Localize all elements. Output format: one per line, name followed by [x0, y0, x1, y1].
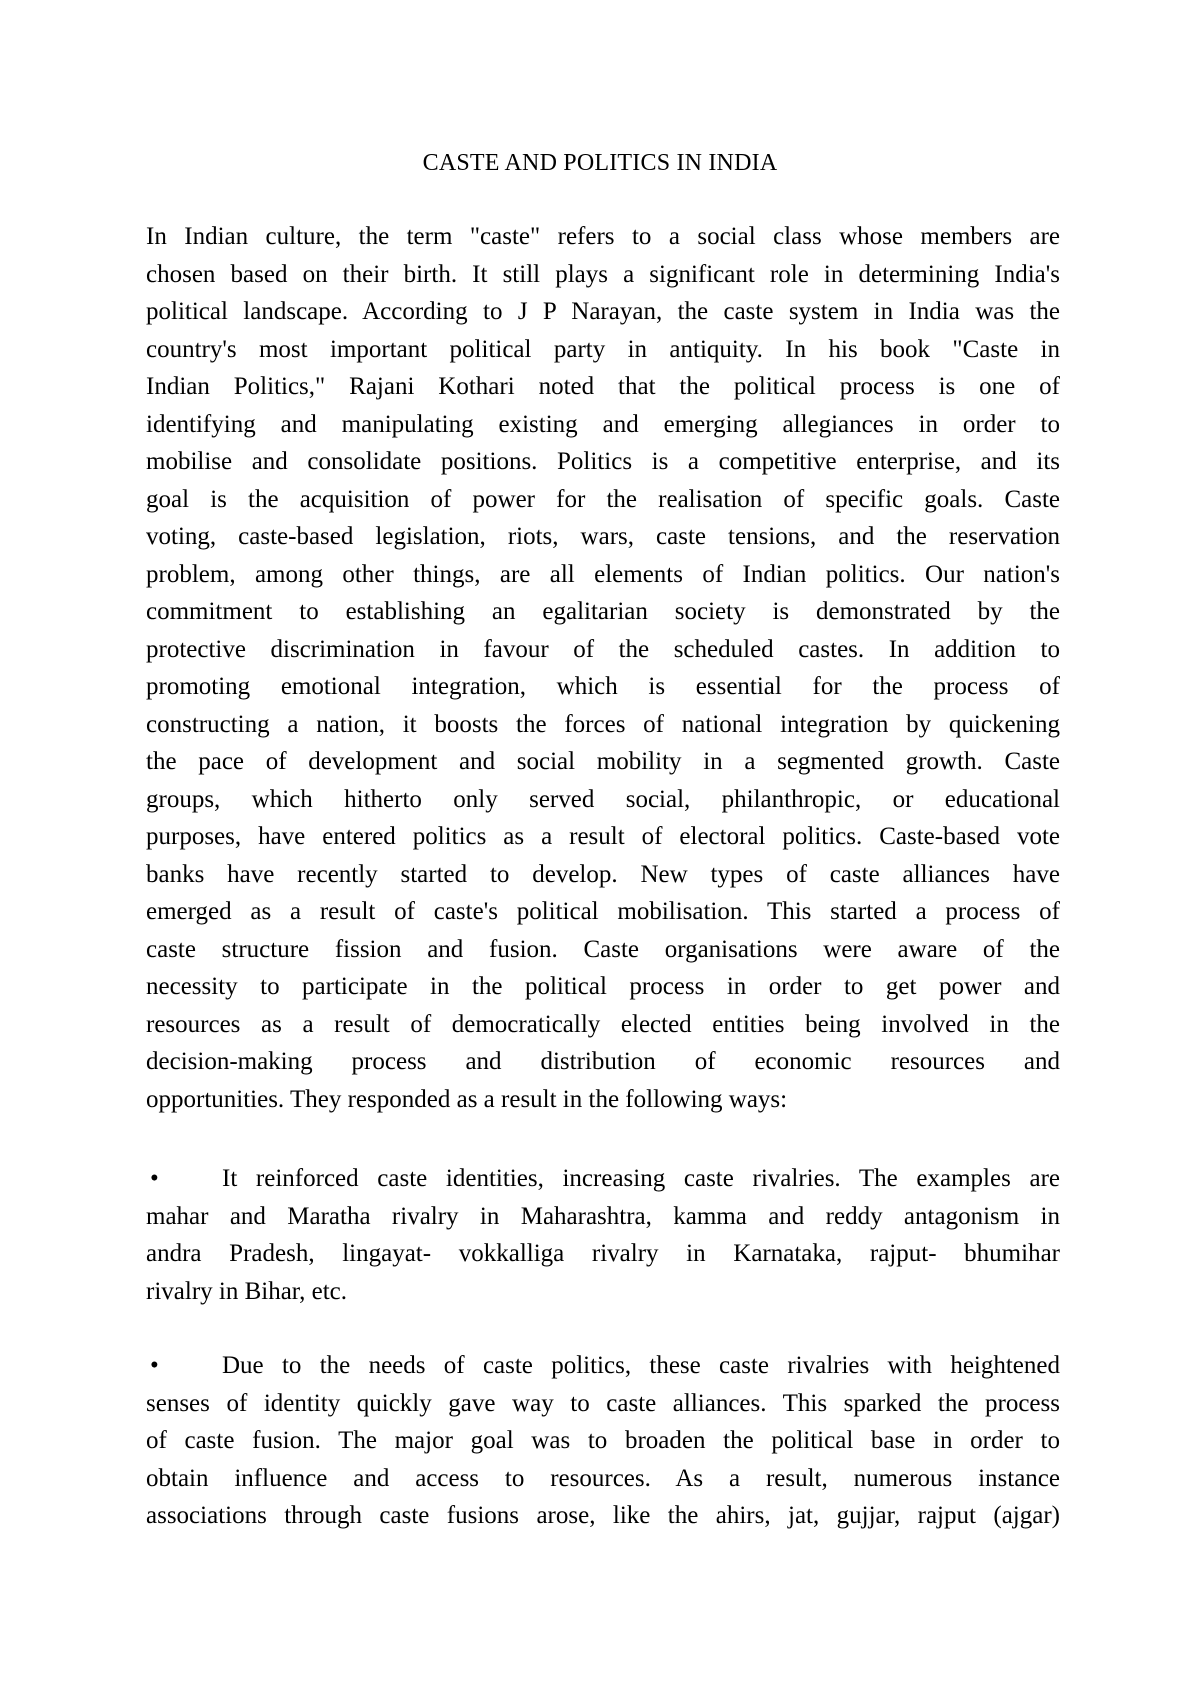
- paragraph-line: mobilise and consolidate positions. Politics is a competitive enterprise, and its: [146, 448, 1060, 475]
- bullet-item-1: [146, 1160, 1060, 1310]
- paragraph-line: caste structure fission and fusion. Caste organisations were aware of the: [146, 935, 1060, 963]
- bullet-first-text: It reinforced caste identities, increasing caste rivalries. The examples are: [222, 1165, 1060, 1192]
- bullet-continuation: [146, 1385, 1060, 1535]
- paragraph-line: country's most important political party in antiquity. In his book "Caste in: [146, 335, 1060, 363]
- bullet-line: of caste fusion. The major goal was to broaden the political base in order to: [146, 1427, 1060, 1454]
- bullet-first-text: Due to the needs of caste politics, these caste rivalries with heightened: [222, 1352, 1060, 1379]
- paragraph-line: chosen based on their birth. It still plays a significant role in determining India's: [146, 260, 1060, 288]
- bullet-line: andra Pradesh, lingayat- vokkalliga rivalry in Karnataka, rajput- bhumihar: [146, 1240, 1060, 1267]
- paragraph-line: emerged as a result of caste's political mobilisation. This started a process of: [146, 898, 1060, 925]
- bullet-marker: •: [150, 1165, 159, 1192]
- paragraph-line: problem, among other things, are all elements of Indian politics. Our nation's: [146, 560, 1060, 588]
- paragraph-line: purposes, have entered politics as a result of electoral politics. Caste-based vote: [146, 823, 1060, 850]
- paragraph-line: groups, which hitherto only served social, philanthropic, or educational: [146, 785, 1060, 813]
- paragraph-line: political landscape. According to J P Narayan, the caste system in India was the: [146, 298, 1060, 325]
- bullet-first-line: [146, 1160, 1060, 1198]
- paragraph-line: protective discrimination in favour of the scheduled castes. In addition to: [146, 635, 1060, 663]
- bullet-line: obtain influence and access to resources. As a result, numerous instance: [146, 1464, 1060, 1492]
- intro-paragraph: [146, 218, 1060, 1118]
- bullet-line: rivalry in Bihar, etc.: [146, 1277, 348, 1305]
- bullet-first-line: [146, 1347, 1060, 1385]
- paragraph-line: In Indian culture, the term "caste" refers to a social class whose members are: [146, 223, 1060, 250]
- bullet-item-2: [146, 1347, 1060, 1535]
- paragraph-line: resources as a result of democratically elected entities being involved in the: [146, 1010, 1060, 1038]
- paragraph-line: identifying and manipulating existing and emerging allegiances in order to: [146, 410, 1060, 438]
- paragraph-line: the pace of development and social mobility in a segmented growth. Caste: [146, 748, 1060, 775]
- paragraph-line: decision-making process and distribution of economic resources and: [146, 1048, 1060, 1075]
- bullet-marker: •: [150, 1352, 159, 1379]
- paragraph-line: commitment to establishing an egalitarian society is demonstrated by the: [146, 598, 1060, 625]
- bullet-continuation: [146, 1198, 1060, 1311]
- bullet-line: mahar and Maratha rivalry in Maharashtra, kamma and reddy antagonism in: [146, 1202, 1060, 1230]
- paragraph-line: voting, caste-based legislation, riots, wars, caste tensions, and the reservation: [146, 523, 1060, 550]
- paragraph-line: promoting emotional integration, which is essential for the process of: [146, 673, 1060, 700]
- paragraph-line: goal is the acquisition of power for the realisation of specific goals. Caste: [146, 485, 1060, 513]
- bullet-line: senses of identity quickly gave way to caste alliances. This sparked the process: [146, 1389, 1060, 1417]
- document-title: CASTE AND POLITICS IN INDIA: [422, 150, 778, 176]
- paragraph-line: opportunities. They responded as a result in the following ways:: [146, 1085, 788, 1113]
- bullet-line: associations through caste fusions arose, like the ahirs, jat, gujjar, rajput (ajgar): [146, 1502, 1060, 1529]
- paragraph-line: necessity to participate in the political process in order to get power and: [146, 973, 1060, 1000]
- paragraph-line: banks have recently started to develop. New types of caste alliances have: [146, 860, 1060, 888]
- paragraph-line: Indian Politics," Rajani Kothari noted that the political process is one of: [146, 373, 1060, 400]
- paragraph-line: constructing a nation, it boosts the forces of national integration by quickening: [146, 710, 1060, 738]
